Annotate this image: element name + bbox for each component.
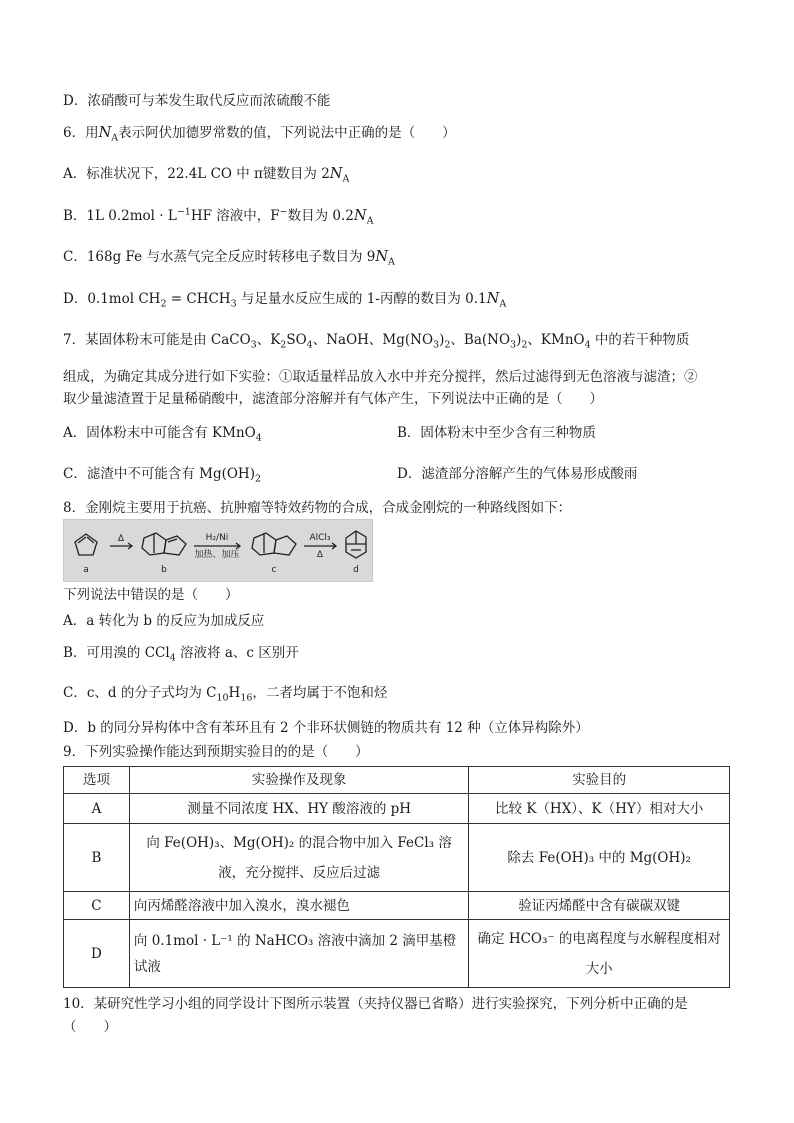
q7-option-d: D．滤渣部分溶解产生的气体易形成酸雨 — [397, 466, 638, 482]
header-operation: 实验操作及现象 — [129, 767, 468, 794]
compound-c-ring-right — [274, 536, 296, 555]
q6-stem: 6．用$N_A$表示阿伏加德罗常数的值，下列说法中正确的是（ ） — [63, 125, 456, 144]
q7-option-a: A．固体粉末中可能含有 KMnO$_4$ — [63, 425, 262, 444]
arrow2-top-condition: H₂/Ni — [205, 533, 229, 543]
compound-b-ring-right — [164, 536, 186, 555]
row-operation: 向丙烯醛溶液中加入溴水，溴水褪色 — [129, 892, 468, 920]
arrow2-bottom-condition: 加热、加压 — [194, 550, 240, 560]
row-goal: 除去 Fe(OH)₃ 中的 Mg(OH)₂ — [469, 824, 730, 892]
row-option: C — [64, 892, 130, 920]
table-row — [64, 824, 730, 892]
label-a: a — [83, 565, 89, 575]
row-operation: 向 Fe(OH)₃、Mg(OH)₂ 的混合物中加入 FeCl₃ 溶液，充分搅拌、反应后过滤 — [129, 824, 468, 892]
experiment-table — [63, 766, 730, 988]
row-operation: 向 0.1mol · L⁻¹ 的 NaHCO₃ 溶液中滴加 2 滴甲基橙试液 — [129, 920, 468, 988]
q8-stem: 8．金刚烷主要用于抗癌、抗肿瘤等特效药物的合成，合成金刚烷的一种路线图如下： — [63, 500, 572, 516]
q7-stem-line3: 取少量滤渣置于足量稀硝酸中，滤渣部分溶解并有气体产生，下列说法中正确的是（ ） — [63, 391, 603, 407]
q9-stem: 9．下列实验操作能达到预期实验目的的是（ ） — [63, 744, 369, 760]
q6-option-b: B．1L $0.2mol \cdot L^{-1}HF$ 溶液中，F−数目为 $0.2N_A$ — [63, 206, 374, 227]
q8-option-a: A．a 转化为 b 的反应为加成反应 — [63, 613, 265, 629]
table-row — [64, 794, 730, 824]
arrow3-top-condition: AlCl₃ — [309, 533, 331, 543]
header-goal: 实验目的 — [469, 767, 730, 794]
label-b: b — [161, 565, 167, 575]
row-option: D — [64, 920, 130, 988]
q10-stem-line2: （ ） — [63, 1019, 117, 1035]
q8-option-c: C．c、d 的分子式均为 $C_{10}H_{16}$，二者均属于不饱和烃 — [63, 685, 388, 704]
table-row — [64, 892, 730, 920]
row-operation: 测量不同浓度 HX、HY 酸溶液的 pH — [129, 794, 468, 824]
q6-option-a: A．标准状况下，22.4L CO 中 π键数目为 $2N_A$ — [63, 166, 350, 185]
q7-stem-line1: 7．某固体粉末可能是由 CaCO$_3$、$K_2SO_4$、NaOH、$Mg(NO_3)_2$、$Ba(NO_3)_2$、KMnO$_4$ 中的若干种物质 — [63, 332, 690, 351]
q6-option-d: D．0.1mol $CH_2$ = $CHCH_3$ 与足量水反应生成的 1-丙醇的数目为 $0.1N_A$ — [63, 291, 507, 310]
q8-question: 下列说法中错误的是（ ） — [63, 587, 239, 603]
table-header-row — [64, 767, 730, 794]
row-goal: 验证丙烯醛中含有碳碳双键 — [469, 892, 730, 920]
table-row — [64, 920, 730, 988]
q10-stem-line1: 10．某研究性学习小组的同学设计下图所示装置（夹持仪器已省略）进行实验探究，下列分析中正确的是 — [63, 996, 688, 1012]
row-goal: 比较 K（HX）、K（HY）相对大小 — [469, 794, 730, 824]
row-option: B — [64, 824, 130, 892]
q8-option-b: B．可用溴的 CCl$_4$ 溶液将 a、c 区别开 — [63, 645, 299, 664]
q5-option-d: D．浓硝酸可与苯发生取代反应而浓硫酸不能 — [63, 93, 331, 109]
q7-option-c: C．滤渣中不可能含有 $Mg(OH)_2$ — [63, 466, 262, 485]
q7-option-b: B．固体粉末中至少含有三种物质 — [397, 425, 596, 441]
q6-option-c: C．168g Fe 与水蒸气完全反应时转移电子数目为 $9N_A$ — [63, 249, 395, 268]
arrow3-bottom-condition: Δ — [316, 550, 324, 560]
label-d: d — [353, 565, 359, 575]
synthesis-route-diagram — [64, 520, 372, 581]
row-goal: 确定 HCO₃⁻ 的电离程度与水解程度相对大小 — [469, 920, 730, 988]
row-option: A — [64, 794, 130, 824]
label-c: c — [271, 565, 277, 575]
header-option: 选项 — [64, 767, 130, 794]
q8-option-d: D．b 的同分异构体中含有苯环且有 2 个非环状侧链的物质共有 12 种（立体异构除外） — [63, 720, 589, 736]
arrow1-condition: Δ — [117, 534, 125, 544]
synthesis-route-figure — [63, 519, 373, 582]
compound-a-bond — [78, 537, 86, 543]
q7-stem-line2: 组成，为确定其成分进行如下实验：①取适量样品放入水中并充分搅拌，然后过滤得到无色溶液与滤渣；② — [63, 369, 698, 385]
